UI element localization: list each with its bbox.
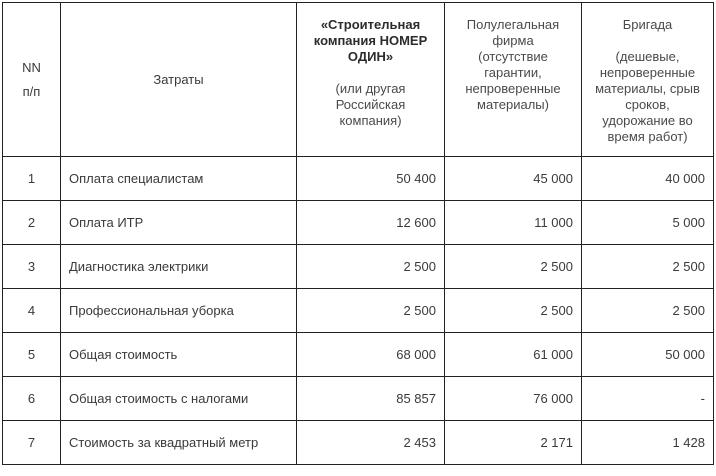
brigade-price-cell: - bbox=[582, 377, 714, 421]
header-brigade-title: Бригада bbox=[622, 17, 673, 32]
header-company-note: (или другая Российская компания) bbox=[335, 81, 406, 128]
company-price-cell: 2 500 bbox=[297, 245, 445, 289]
cost-item-cell: Оплата ИТР bbox=[61, 201, 297, 245]
header-nn-line2: п/п bbox=[22, 83, 41, 99]
cost-item-cell: Стоимость за квадратный метр bbox=[61, 421, 297, 465]
firm-price-cell: 2 171 bbox=[445, 421, 582, 465]
header-brigade bbox=[582, 3, 714, 157]
firm-price-cell: 2 500 bbox=[445, 289, 582, 333]
header-firm bbox=[445, 3, 582, 157]
brigade-price-cell: 1 428 bbox=[582, 421, 714, 465]
company-price-cell: 50 400 bbox=[297, 157, 445, 201]
company-price-cell: 85 857 bbox=[297, 377, 445, 421]
cost-item-cell: Диагностика электрики bbox=[61, 245, 297, 289]
company-price-cell: 68 000 bbox=[297, 333, 445, 377]
brigade-price-cell: 5 000 bbox=[582, 201, 714, 245]
header-nn bbox=[3, 3, 61, 157]
table-row bbox=[3, 333, 714, 377]
brigade-price-cell: 40 000 bbox=[582, 157, 714, 201]
row-number-cell: 6 bbox=[3, 377, 61, 421]
company-price-cell: 12 600 bbox=[297, 201, 445, 245]
header-firm-note: (отсутствие гарантии, непроверенные материалы) bbox=[465, 49, 561, 112]
row-number-cell: 7 bbox=[3, 421, 61, 465]
company-price-cell: 2 453 bbox=[297, 421, 445, 465]
table-row bbox=[3, 289, 714, 333]
table-row bbox=[3, 421, 714, 465]
header-company-title: «Строительная компания НОМЕР ОДИН» bbox=[313, 17, 428, 64]
firm-price-cell: 76 000 bbox=[445, 377, 582, 421]
firm-price-cell: 61 000 bbox=[445, 333, 582, 377]
header-firm-title: Полулегальная фирма bbox=[466, 17, 560, 48]
cost-comparison-table-wrapper bbox=[2, 2, 714, 465]
cost-item-cell: Общая стоимость с налогами bbox=[61, 377, 297, 421]
brigade-price-cell: 2 500 bbox=[582, 289, 714, 333]
table-body bbox=[3, 157, 714, 465]
row-number-cell: 1 bbox=[3, 157, 61, 201]
row-number-cell: 2 bbox=[3, 201, 61, 245]
header-nn-line1: NN bbox=[22, 59, 41, 75]
firm-price-cell: 11 000 bbox=[445, 201, 582, 245]
header-company bbox=[297, 3, 445, 157]
brigade-price-cell: 50 000 bbox=[582, 333, 714, 377]
table-row bbox=[3, 201, 714, 245]
cost-comparison-table bbox=[2, 2, 714, 465]
table-row bbox=[3, 157, 714, 201]
firm-price-cell: 45 000 bbox=[445, 157, 582, 201]
header-brigade-note: (дешевые, непроверенные материалы, срыв сроков, удорожание во время работ) bbox=[595, 49, 700, 144]
row-number-cell: 3 bbox=[3, 245, 61, 289]
firm-price-cell: 2 500 bbox=[445, 245, 582, 289]
cost-item-cell: Оплата специалистам bbox=[61, 157, 297, 201]
table-header-row bbox=[3, 3, 714, 157]
cost-item-cell: Профессиональная уборка bbox=[61, 289, 297, 333]
company-price-cell: 2 500 bbox=[297, 289, 445, 333]
cost-item-cell: Общая стоимость bbox=[61, 333, 297, 377]
brigade-price-cell: 2 500 bbox=[582, 245, 714, 289]
table-row bbox=[3, 377, 714, 421]
row-number-cell: 4 bbox=[3, 289, 61, 333]
table-row bbox=[3, 245, 714, 289]
row-number-cell: 5 bbox=[3, 333, 61, 377]
header-cost: Затраты bbox=[61, 3, 297, 157]
